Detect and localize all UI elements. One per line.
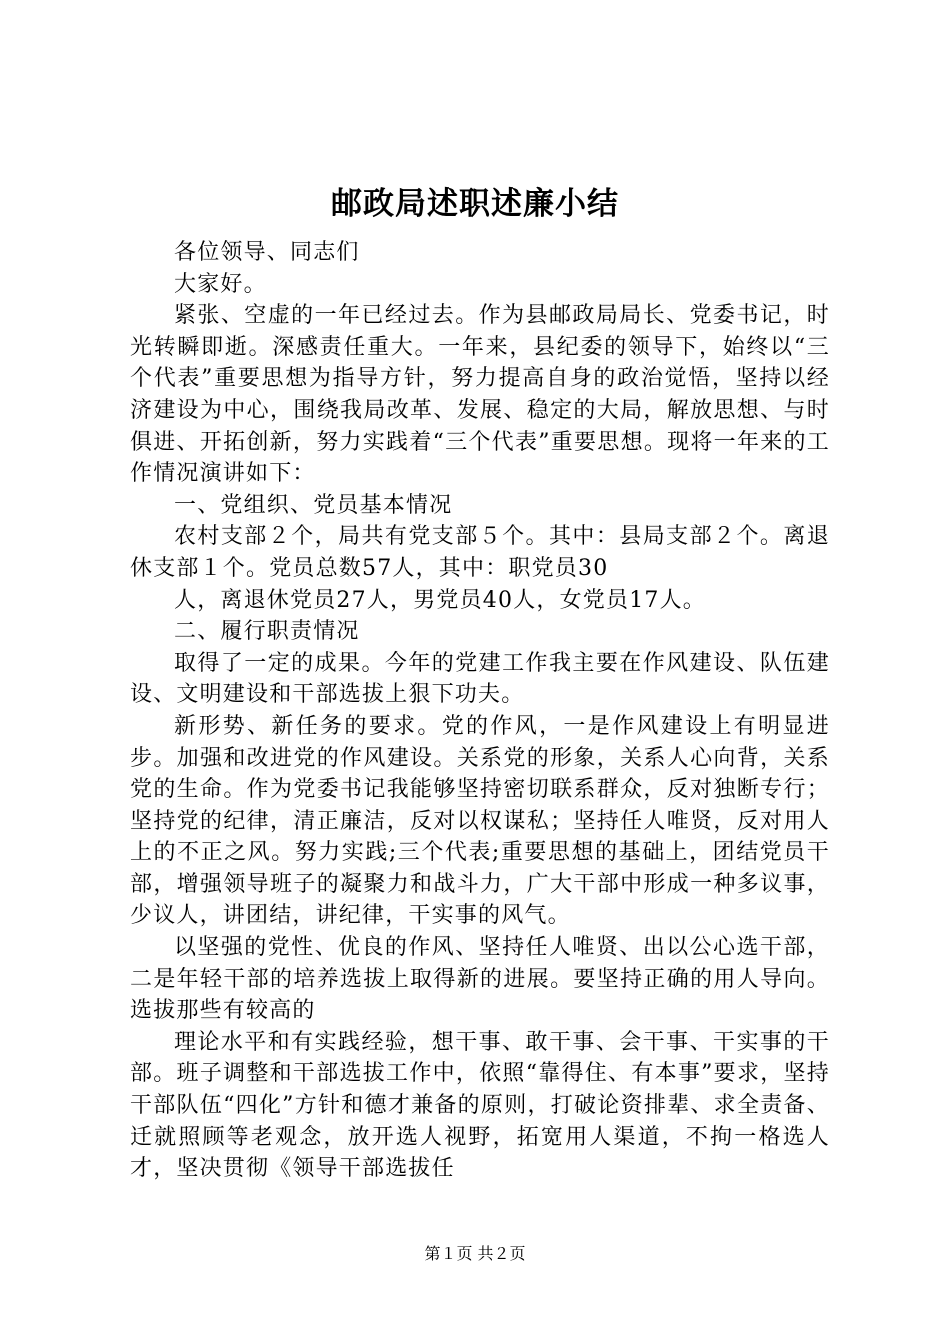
paragraph-style-building: 新形势、新任务的要求。党的作风，一是作风建设上有明显进步。加强和改进党的作风建设。关系党的形象，关系人心向背，关系党的生命。作为党委书记我能够坚持密切联系群众，反对独断专行；坚持党的纪律，清正廉洁，反对以权谋私；坚持任人唯贤，反对用人上的不正之风。努力实践;三个代表;重要思想的基础上，团结党员干部，增强领导班子的凝聚力和战斗力，广大干部中形成一种多议事，少议人，讲团结，讲纪律，干实事的风气。	[130, 713, 830, 929]
paragraph-branches: 农村支部２个，局共有党支部５个。其中：县局支部２个。离退休支部１个。党员总数57人，其中：职党员30	[130, 524, 830, 581]
paragraph-hello: 大家好。	[174, 271, 267, 297]
paragraph-cadre-criteria: 理论水平和有实践经验，想干事、敢干事、会干事、干实事的干部。班子调整和干部选拔工作中，依照“靠得住、有本事”要求，坚持干部队伍“四化”方针和德才兼备的原则，打破论资排辈、求全责备、迁就照顾等老观念，放开选人视野，拓宽用人渠道，不拘一格选人才，坚决贯彻《领导干部选拔任	[130, 1029, 830, 1182]
paragraph-intro: 紧张、空虚的一年已经过去。作为县邮政局局长、党委书记，时光转瞬即逝。深感责任重大。一年来，县纪委的领导下，始终以“三个代表”重要思想为指导方针，努力提高自身的政治觉悟，坚持以经济建设为中心，围绕我局改革、发展、稳定的大局，解放思想、与时俱进、开拓创新，努力实践着“三个代表”重要思想。现将一年来的工作情况演讲如下：	[130, 303, 830, 487]
section-heading-2: 二、履行职责情况	[174, 619, 360, 645]
section-heading-1: 一、党组织、党员基本情况	[174, 492, 453, 518]
paragraph-cadre-selection: 以坚强的党性、优良的作风、坚持任人唯贤、出以公心选干部，二是年轻干部的培养选拔上取得新的进展。要坚持正确的用人导向。选拔那些有较高的	[130, 935, 830, 1024]
page-footer: 第１页 共２页	[424, 1244, 526, 1263]
paragraph-greeting: 各位领导、同志们	[174, 240, 360, 265]
document-body	[130, 237, 830, 1185]
paragraph-members: 人，离退休党员27人，男党员40人，女党员17人。	[174, 587, 706, 613]
paragraph-achievements: 取得了一定的成果。今年的党建工作我主要在作风建设、队伍建设、文明建设和干部选拔上狠下功夫。	[130, 650, 830, 708]
document-title: 邮政局述职述廉小结	[331, 186, 619, 222]
